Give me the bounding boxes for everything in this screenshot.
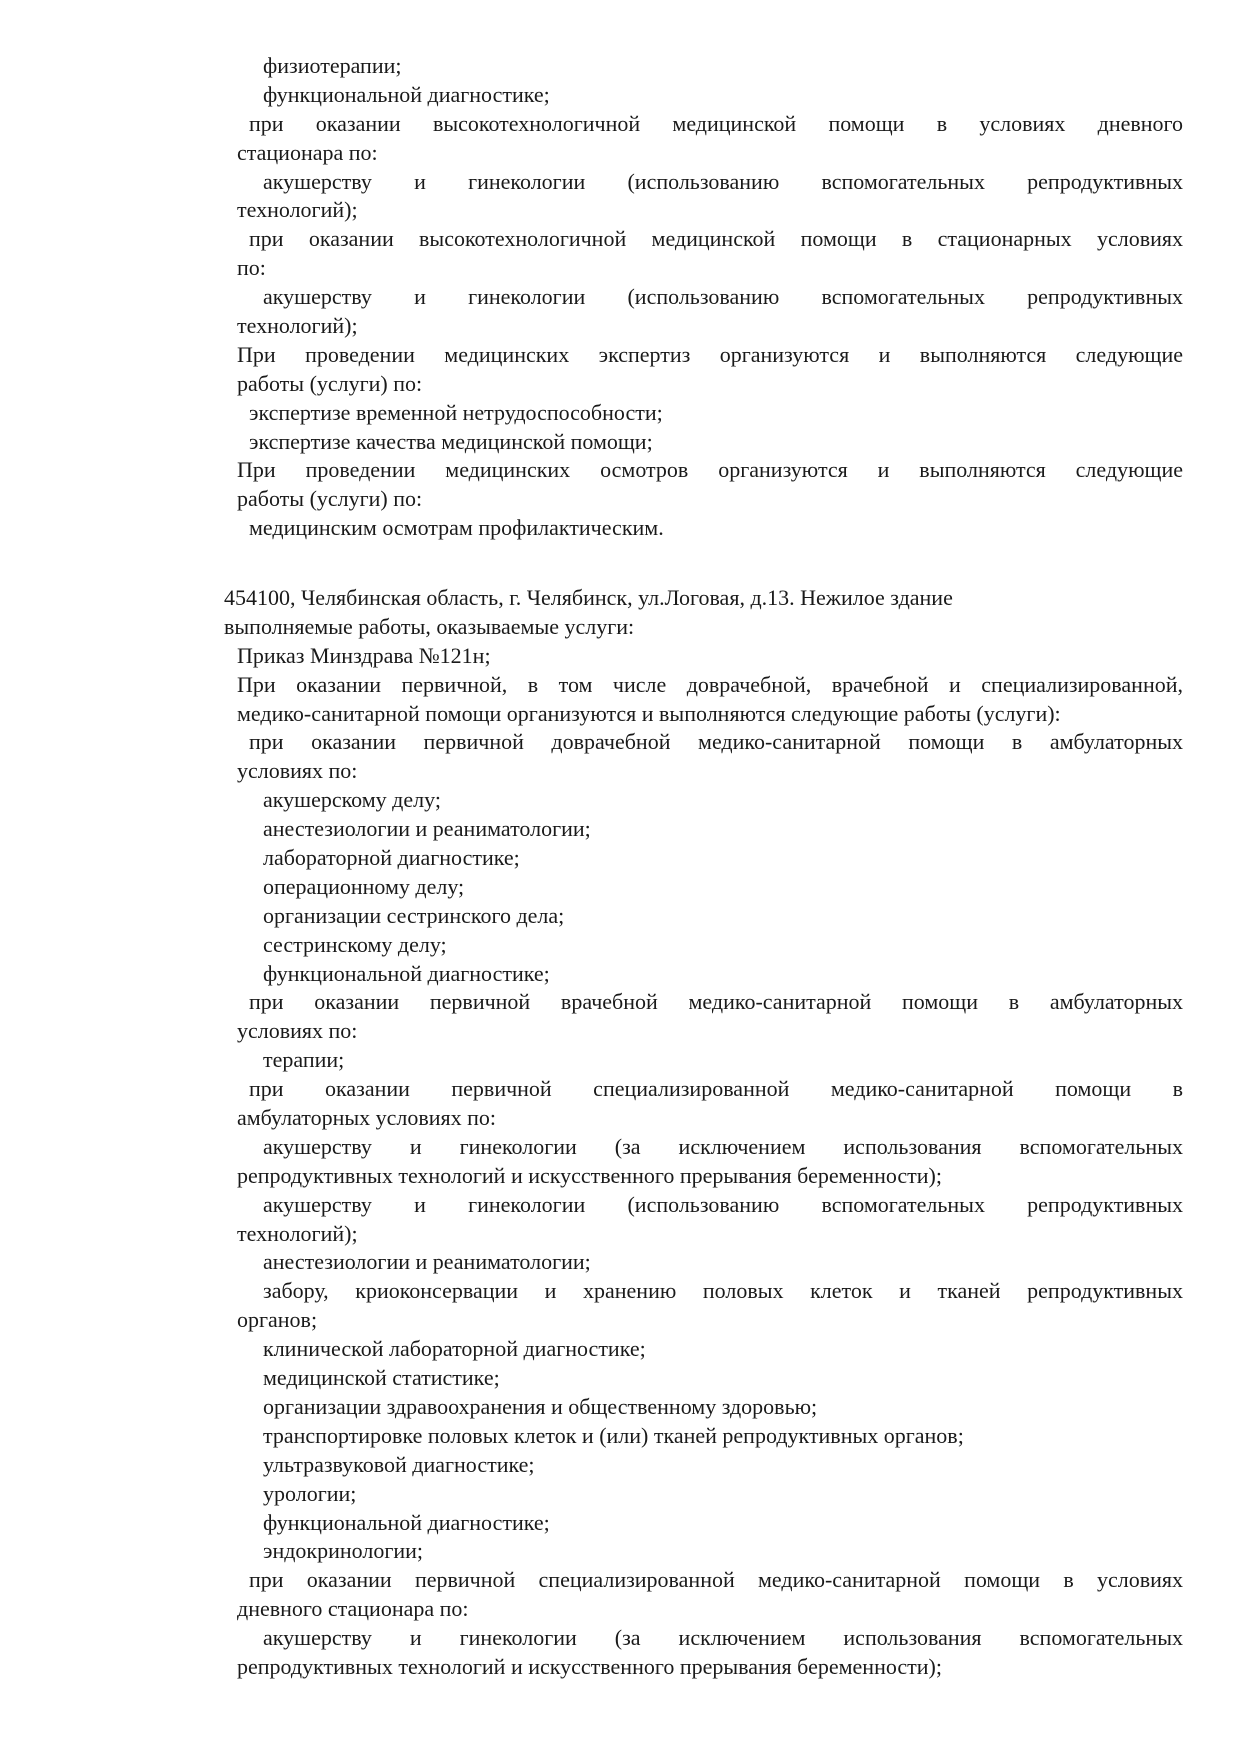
list-item: терапии; (263, 1047, 345, 1073)
list-item: забору, криоконсервации и хранению половых клеток и тканей репродуктивных (263, 1278, 1183, 1304)
text-line: при оказании высокотехнологичной медицинской помощи в стационарных условиях (249, 226, 1183, 252)
text-line: органов; (237, 1307, 318, 1333)
list-item: анестезиологии и реаниматологии; (263, 816, 591, 842)
text-line: условиях по: (237, 758, 358, 784)
text-line: репродуктивных технологий и искусственного прерывания беременности); (237, 1653, 942, 1679)
list-item: акушерству и гинекологии (использованию вспомогательных репродуктивных (263, 1191, 1183, 1217)
text-line: медицинским осмотрам профилактическим. (249, 515, 664, 541)
text-line: стационара по: (237, 139, 378, 165)
services-list-continued (0, 52, 1241, 543)
text-line: репродуктивных технологий и искусственного прерывания беременности); (237, 1162, 942, 1188)
text-line: технологий); (237, 313, 358, 339)
text-line: При оказании первичной, в том числе доврачебной, врачебной и специализированной, (237, 671, 1183, 697)
list-item: организации здравоохранения и общественному здоровью; (263, 1393, 818, 1419)
text-line: при оказании первичной специализированной медико-санитарной помощи в условиях (249, 1567, 1183, 1593)
list-item: транспортировке половых клеток и (или) тканей репродуктивных органов; (263, 1422, 964, 1448)
text-line: при оказании высокотехнологичной медицинской помощи в условиях дневного (249, 110, 1183, 136)
text-line: технологий); (237, 1220, 358, 1246)
text-line: при оказании первичной врачебной медико-санитарной помощи в амбулаторных (249, 989, 1183, 1015)
text-line: дневного стационара по: (237, 1596, 469, 1622)
text-line: экспертизе временной нетрудоспособности; (249, 399, 663, 425)
list-item: лабораторной диагностике; (263, 845, 520, 871)
list-item: функциональной диагностике; (263, 1509, 550, 1535)
list-item: акушерскому делу; (263, 787, 441, 813)
list-item: анестезиологии и реаниматологии; (263, 1249, 591, 1275)
text-line: При проведении медицинских экспертиз организуются и выполняются следующие (237, 341, 1183, 367)
text-line: акушерству и гинекологии (использованию вспомогательных репродуктивных (263, 168, 1183, 194)
list-item: операционному делу; (263, 873, 465, 899)
list-item: клинической лабораторной диагностике; (263, 1336, 646, 1362)
text-line: медико-санитарной помощи организуются и выполняются следующие работы (услуги): (237, 700, 1061, 726)
text-line: акушерству и гинекологии (использованию вспомогательных репродуктивных (263, 284, 1183, 310)
list-item: функциональной диагностике; (263, 960, 550, 986)
text-line: технологий); (237, 197, 358, 223)
list-item: акушерству и гинекологии (за исключением использования вспомогательных (263, 1133, 1183, 1159)
text-line: функциональной диагностике; (263, 81, 550, 107)
list-item: урологии; (263, 1480, 357, 1506)
list-item: организации сестринского дела; (263, 902, 565, 928)
list-item: ультразвуковой диагностике; (263, 1451, 535, 1477)
list-item: сестринскому делу; (263, 931, 447, 957)
list-item: акушерству и гинекологии (за исключением использования вспомогательных (263, 1625, 1183, 1651)
text-line: амбулаторных условиях по: (237, 1105, 497, 1131)
order-reference: Приказ Минздрава №121н; (237, 642, 491, 668)
text-line: работы (услуги) по: (237, 370, 423, 396)
text-line: выполняемые работы, оказываемые услуги: (224, 613, 635, 639)
text-line: При проведении медицинских осмотров организуются и выполняются следующие (237, 457, 1183, 483)
text-line: по: (237, 255, 266, 281)
list-item: эндокринологии; (263, 1538, 424, 1564)
list-item: медицинской статистике; (263, 1365, 500, 1391)
address-section (0, 584, 1241, 1682)
text-line: при оказании первичной специализированной медико-санитарной помощи в (249, 1076, 1183, 1102)
text-line: при оказании первичной доврачебной медико-санитарной помощи в амбулаторных (249, 729, 1183, 755)
text-line: условиях по: (237, 1018, 358, 1044)
text-line: работы (услуги) по: (237, 486, 423, 512)
text-line: экспертизе качества медицинской помощи; (249, 428, 653, 454)
address-heading: 454100, Челябинская область, г. Челябинск, ул.Логовая, д.13. Нежилое здание (224, 585, 953, 610)
text-line: физиотерапии; (263, 53, 402, 78)
